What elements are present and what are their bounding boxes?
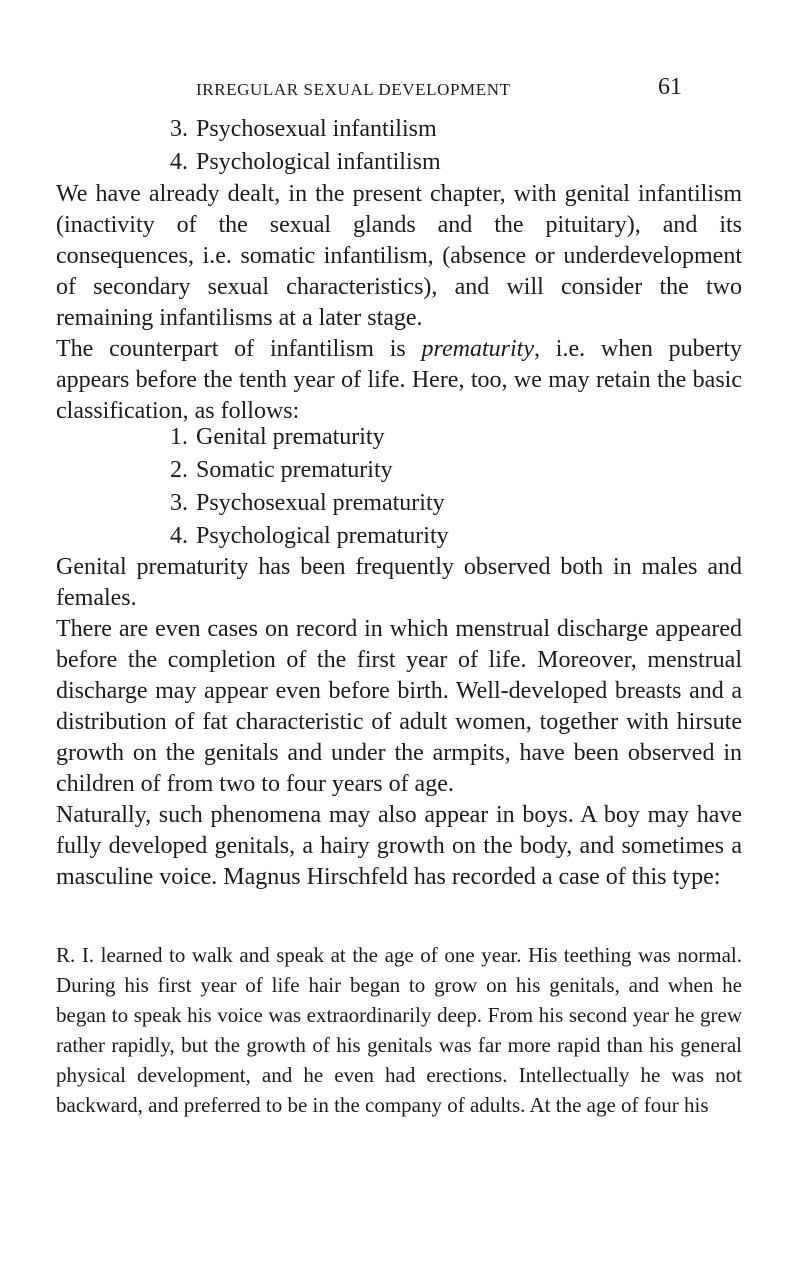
text-block-body xyxy=(56,552,742,893)
paragraph: There are even cases on record in which menstrual discharge appeared before the completion of the first year of life. Moreover, menstrual discharge may appear even before birth. Well-developed breasts and a distribution of fat characteristic of adult women, together with hirsute growth on the genitals and under the armpits, have been observed in children of from two to four years of age. xyxy=(56,616,742,797)
prematurity-list xyxy=(160,421,449,553)
list-item: 2. Somatic prematurity xyxy=(170,457,393,483)
paragraph: Genital prematurity has been frequently observed both in males and females. xyxy=(56,554,742,611)
list-item: 4. Psychological infantilism xyxy=(170,149,441,175)
list-item: 3. Psychosexual prematurity xyxy=(170,490,445,516)
paragraph: Naturally, such phenomena may also appear in boys. A boy may have fully developed genitals, a hairy growth on the body, and sometimes a masculine voice. Magnus Hirschfeld has recorded a case of this type: xyxy=(56,802,742,890)
case-quote: R. I. learned to walk and speak at the age of one year. His teething was normal. During his first year of life hair began to grow on his genitals, and when he began to speak his voice was extraordinarily deep. From his second year he grew rather rapidly, but the growth of his genitals was far more rapid than his general physical development, and he even had erections. Intellectually he was not backward, and preferred to be in the company of adults. At the age of four his xyxy=(56,943,742,1117)
text-block-intro xyxy=(56,179,742,427)
list-item: 4. Psychological prematurity xyxy=(170,523,449,549)
list-item: 1. Genital prematurity xyxy=(170,424,385,450)
emphasis: prematurity xyxy=(421,336,534,362)
page-number: 61 xyxy=(658,74,682,100)
paragraph: We have already dealt, in the present chapter, with genital infantilism (inactivity of the sexual glands and the pituitary), and its consequences, i.e. somatic infantilism, (absence or underdevelopment of secondary sexual characteristics), and will consider the two remaining infantilisms at a later stage. xyxy=(56,181,742,331)
running-head xyxy=(196,74,682,104)
running-title: IRREGULAR SEXUAL DEVELOPMENT xyxy=(196,80,511,99)
infantilism-list xyxy=(160,113,441,179)
paragraph: The counterpart of infantilism is prematurity, i.e. when puberty appears before the tenth year of life. Here, too, we may retain the basic classification, as follows: xyxy=(56,336,742,424)
list-item: 3. Psychosexual infantilism xyxy=(170,116,437,142)
